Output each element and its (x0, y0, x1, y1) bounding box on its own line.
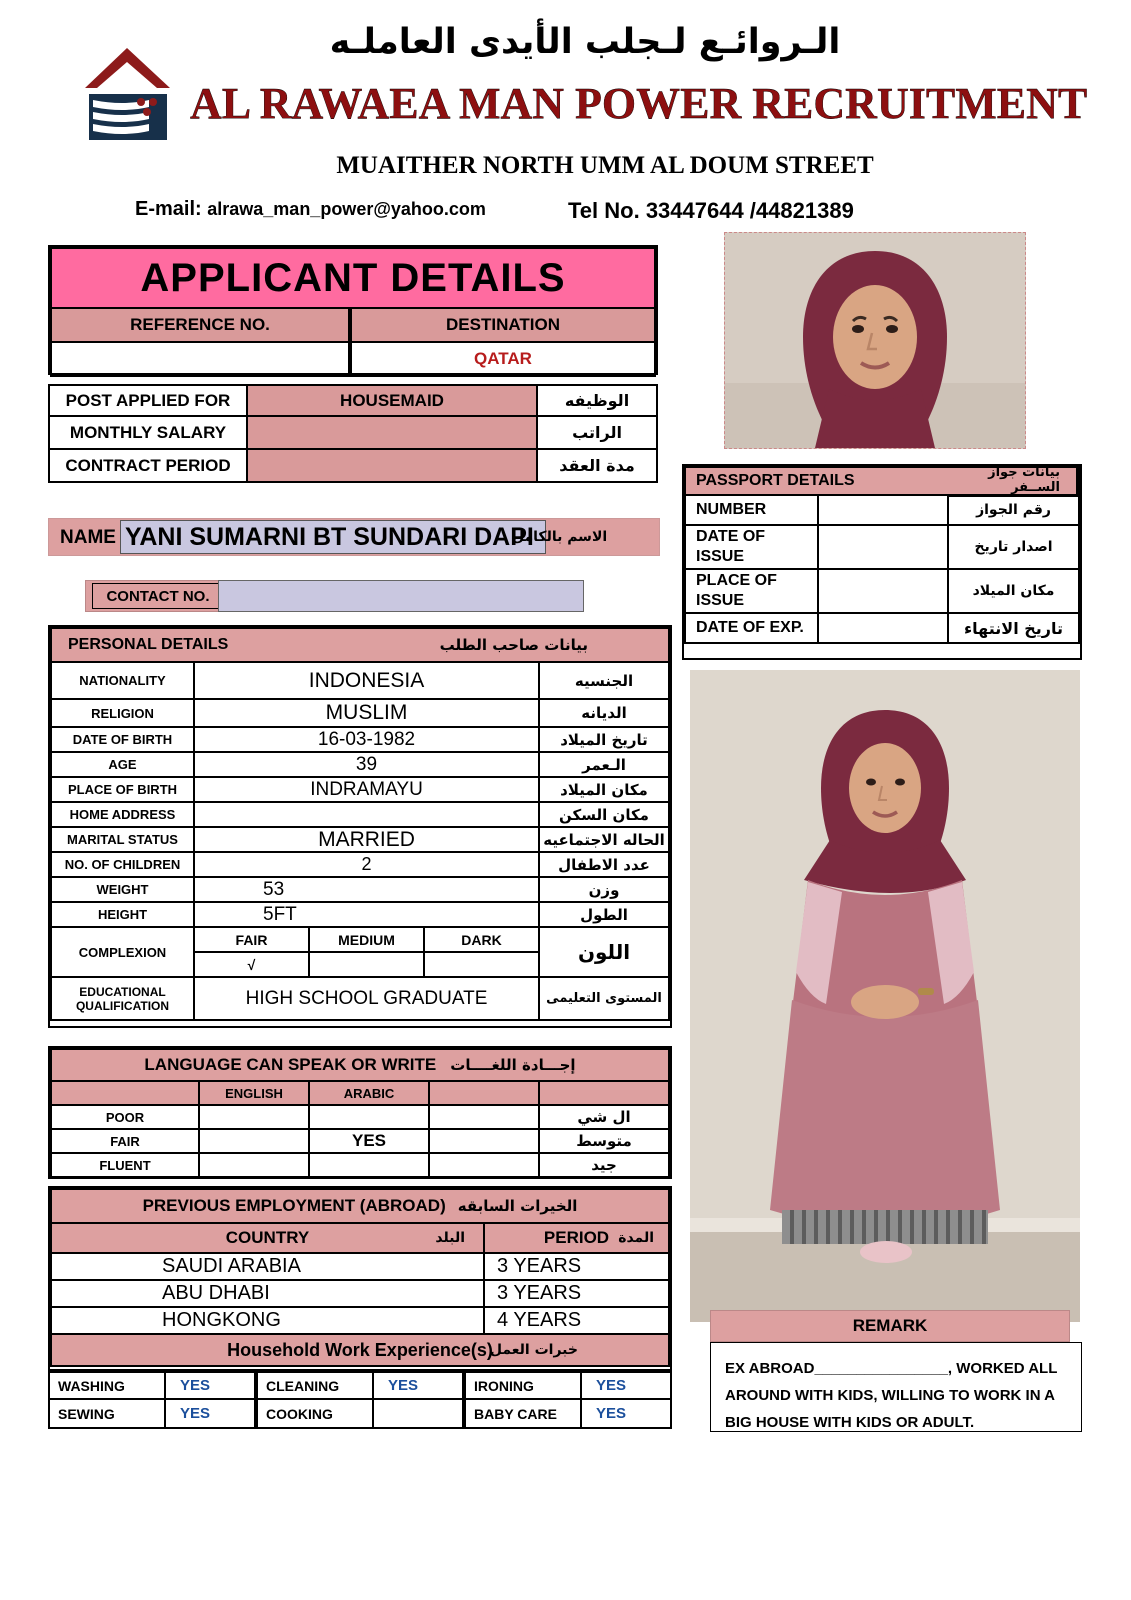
no-of-children-value[interactable]: 2 (195, 853, 540, 878)
complexion-arabic: اللون (540, 928, 670, 978)
household-work-header (50, 1335, 670, 1367)
applicant-full-body-photo (690, 670, 1080, 1322)
language-col-blank (430, 1082, 540, 1106)
language-level-col (50, 1082, 200, 1106)
company-logo-icon (75, 40, 180, 145)
previous-employment-block (48, 1186, 672, 1371)
passport-details-header (684, 466, 1080, 496)
post-applied-value[interactable]: HOUSEMAID (248, 384, 538, 417)
skill-label-baby-care: BABY CARE (464, 1400, 582, 1429)
employment-country-1[interactable]: SAUDI ARABIA (50, 1254, 485, 1281)
complexion-label: COMPLEXION (50, 928, 195, 978)
age-value[interactable]: 39 (195, 753, 540, 778)
home-address-arabic: مكان السكن (540, 803, 670, 828)
education-value[interactable]: HIGH SCHOOL GRADUATE (195, 978, 540, 1021)
employment-country-2[interactable]: ABU DHABI (50, 1281, 485, 1308)
marital-status-arabic: الحاله الاجتماعيه (540, 828, 670, 853)
remark-text[interactable]: EX ABROAD________________, WORKED ALL AROUND WITH KIDS, WILLING TO WORK IN A BIG HOUSE WITH KIDS OR ADULT. (710, 1342, 1082, 1432)
column-country-label: COUNTRY (225, 1228, 310, 1247)
employment-country-3[interactable]: HONGKONG (50, 1308, 485, 1335)
weight-value[interactable]: 53 (195, 878, 540, 903)
passport-date-of-exp-label: DATE OF EXP. (684, 614, 819, 644)
language-row-fluent-blank[interactable] (430, 1154, 540, 1178)
language-col-arabic-label (540, 1082, 670, 1106)
contact-no-input[interactable] (218, 580, 584, 612)
personal-details-header (50, 627, 670, 663)
religion-value[interactable]: MUSLIM (195, 700, 540, 728)
personal-details-title: PERSONAL DETAILS (68, 636, 229, 653)
company-street: MUAITHER NORTH UMM AL DOUM STREET (336, 152, 874, 179)
language-row-poor-blank[interactable] (430, 1106, 540, 1130)
language-row-poor-english[interactable] (200, 1106, 310, 1130)
education-arabic: المستوى التعليمى (540, 978, 670, 1021)
age-arabic: الـعمر (540, 753, 670, 778)
skill-value-sewing[interactable]: YES (166, 1400, 256, 1429)
language-row-poor-arabic[interactable] (310, 1106, 430, 1130)
date-of-birth-label: DATE OF BIRTH (50, 728, 195, 753)
previous-employment-title: PREVIOUS EMPLOYMENT (ABROAD) (142, 1196, 446, 1215)
language-row-poor-label: POOR (50, 1106, 200, 1130)
contract-period-arabic: مدة العقد (538, 450, 658, 483)
marital-status-label: MARITAL STATUS (50, 828, 195, 853)
nationality-arabic: الجنسيه (540, 663, 670, 700)
post-applied-arabic: الوظيفه (538, 384, 658, 417)
employment-period-2[interactable]: 3 YEARS (485, 1281, 670, 1308)
passport-details-title: PASSPORT DETAILS (696, 472, 855, 489)
email-value: alrawa_man_power@yahoo.com (207, 199, 486, 219)
skill-value-washing[interactable]: YES (166, 1371, 256, 1400)
passport-number-arabic: رقم الجواز (949, 496, 1080, 526)
email-label: E-mail: (135, 198, 202, 220)
complexion-option-dark: DARK (425, 928, 540, 953)
language-row-fair-label: FAIR (50, 1130, 200, 1154)
weight-label: WEIGHT (50, 878, 195, 903)
date-of-birth-value[interactable]: 16-03-1982 (195, 728, 540, 753)
reference-no-label: REFERENCE NO. (50, 309, 350, 343)
passport-date-of-exp-arabic: تاريخ الانتهاء (949, 614, 1080, 644)
language-col-arabic: ARABIC (310, 1082, 430, 1106)
passport-place-of-issue-label: PLACE OF ISSUE (684, 570, 819, 614)
monthly-salary-label: MONTHLY SALARY (48, 417, 248, 450)
skill-label-cooking: COOKING (256, 1400, 374, 1429)
language-row-fair-english[interactable] (200, 1130, 310, 1154)
nationality-label: NATIONALITY (50, 663, 195, 700)
marital-status-value[interactable]: MARRIED (195, 828, 540, 853)
skill-label-sewing: SEWING (48, 1400, 166, 1429)
language-block (48, 1046, 672, 1179)
complexion-mark-fair[interactable]: √ (195, 953, 310, 978)
name-input[interactable]: YANI SUMARNI BT SUNDARI DAPI (120, 520, 546, 554)
skill-value-ironing[interactable]: YES (582, 1371, 672, 1400)
applicant-portrait-photo (724, 232, 1026, 449)
column-period (485, 1224, 670, 1254)
company-arabic-title: الـروائـع لـجلب الأيدى العاملـه (329, 22, 841, 62)
company-telephone: Tel No. 33447644 /44821389 (568, 198, 854, 223)
language-row-fair-blank[interactable] (430, 1130, 540, 1154)
household-skills-grid (48, 1371, 672, 1429)
household-work-title: Household Work Experience(s) (227, 1339, 493, 1360)
passport-date-of-issue-arabic: اصدار تاريخ (949, 526, 1080, 570)
place-of-birth-value[interactable]: INDRAMAYU (195, 778, 540, 803)
applicant-details-block (48, 245, 658, 375)
language-row-fair-arabic-label: متوسط (540, 1130, 670, 1154)
employment-period-1[interactable]: 3 YEARS (485, 1254, 670, 1281)
column-country-arabic: البلد (435, 1230, 465, 1246)
remark-header: REMARK (710, 1310, 1070, 1342)
passport-number-label: NUMBER (684, 496, 819, 526)
skill-label-cleaning: CLEANING (256, 1371, 374, 1400)
complexion-mark-dark[interactable] (425, 953, 540, 978)
contract-period-label: CONTRACT PERIOD (48, 450, 248, 483)
household-work-arabic: خبرات العمل (489, 1342, 578, 1358)
language-col-english: ENGLISH (200, 1082, 310, 1106)
language-title-arabic: إجـــادة اللغــــات (450, 1056, 576, 1074)
language-row-fluent-arabic[interactable] (310, 1154, 430, 1178)
passport-number-value[interactable] (819, 496, 949, 526)
passport-date-of-issue-value[interactable] (819, 526, 949, 570)
monthly-salary-arabic: الراتب (538, 417, 658, 450)
previous-employment-header (50, 1188, 670, 1224)
personal-details-title-arabic: بيانات صاحب الطلب (439, 636, 588, 654)
language-row-fluent-english[interactable] (200, 1154, 310, 1178)
complexion-option-fair: FAIR (195, 928, 310, 953)
post-applied-label: POST APPLIED FOR (48, 384, 248, 417)
applicant-details-title: APPLICANT DETAILS (50, 247, 656, 309)
destination-label: DESTINATION (350, 309, 656, 343)
passport-date-of-issue-label: DATE OF ISSUE (684, 526, 819, 570)
height-value[interactable]: 5FT (195, 903, 540, 928)
destination-value[interactable]: QATAR (350, 343, 656, 377)
language-title: LANGUAGE CAN SPEAK OR WRITE (144, 1055, 437, 1074)
language-row-fluent-arabic-label: جيد (540, 1154, 670, 1178)
height-arabic: الطول (540, 903, 670, 928)
skill-value-cooking[interactable] (374, 1400, 464, 1429)
skill-label-ironing: IRONING (464, 1371, 582, 1400)
contact-no-label: CONTACT NO. (92, 583, 224, 609)
column-period-arabic: المدة (618, 1230, 654, 1246)
employment-period-3[interactable]: 4 YEARS (485, 1308, 670, 1335)
skill-value-baby-care[interactable]: YES (582, 1400, 672, 1429)
home-address-label: HOME ADDRESS (50, 803, 195, 828)
reference-no-value[interactable] (50, 343, 350, 377)
previous-employment-title-arabic: الخيرات السابقه (457, 1197, 578, 1215)
column-country (50, 1224, 485, 1254)
post-applied-block (48, 384, 658, 488)
skill-label-washing: WASHING (48, 1371, 166, 1400)
no-of-children-arabic: عدد الاطفال (540, 853, 670, 878)
language-row-poor-arabic-label: ال شي (540, 1106, 670, 1130)
nationality-value[interactable]: INDONESIA (195, 663, 540, 700)
column-period-label: PERIOD (543, 1228, 610, 1247)
company-name: AL RAWAEA MAN POWER RECRUITMENT (190, 79, 1088, 128)
passport-place-of-issue-value[interactable] (819, 570, 949, 614)
passport-details-title-arabic: بيانات جواز الســفر (947, 465, 1078, 497)
date-of-birth-arabic: تاريخ الميلاد (540, 728, 670, 753)
passport-date-of-exp-value[interactable] (819, 614, 949, 644)
personal-details-block (48, 625, 672, 1028)
passport-place-of-issue-arabic: مكان الميلاد (949, 570, 1080, 614)
education-label: EDUCATIONAL QUALIFICATION (50, 978, 195, 1021)
place-of-birth-label: PLACE OF BIRTH (50, 778, 195, 803)
place-of-birth-arabic: مكان الميلاد (540, 778, 670, 803)
weight-arabic: وزن (540, 878, 670, 903)
age-label: AGE (50, 753, 195, 778)
complexion-option-medium: MEDIUM (310, 928, 425, 953)
home-address-value[interactable] (195, 803, 540, 828)
skill-value-cleaning[interactable]: YES (374, 1371, 464, 1400)
language-row-fluent-label: FLUENT (50, 1154, 200, 1178)
language-header (50, 1048, 670, 1082)
company-email (135, 198, 486, 221)
contract-period-value[interactable] (248, 450, 538, 483)
name-label: NAME (60, 527, 116, 548)
complexion-mark-medium[interactable] (310, 953, 425, 978)
religion-arabic: الديانه (540, 700, 670, 728)
language-row-fair-arabic[interactable]: YES (310, 1130, 430, 1154)
name-arabic-label: الاسم بالكامل (512, 529, 608, 545)
height-label: HEIGHT (50, 903, 195, 928)
religion-label: RELIGION (50, 700, 195, 728)
passport-details-block (682, 464, 1082, 660)
no-of-children-label: NO. OF CHILDREN (50, 853, 195, 878)
monthly-salary-value[interactable] (248, 417, 538, 450)
